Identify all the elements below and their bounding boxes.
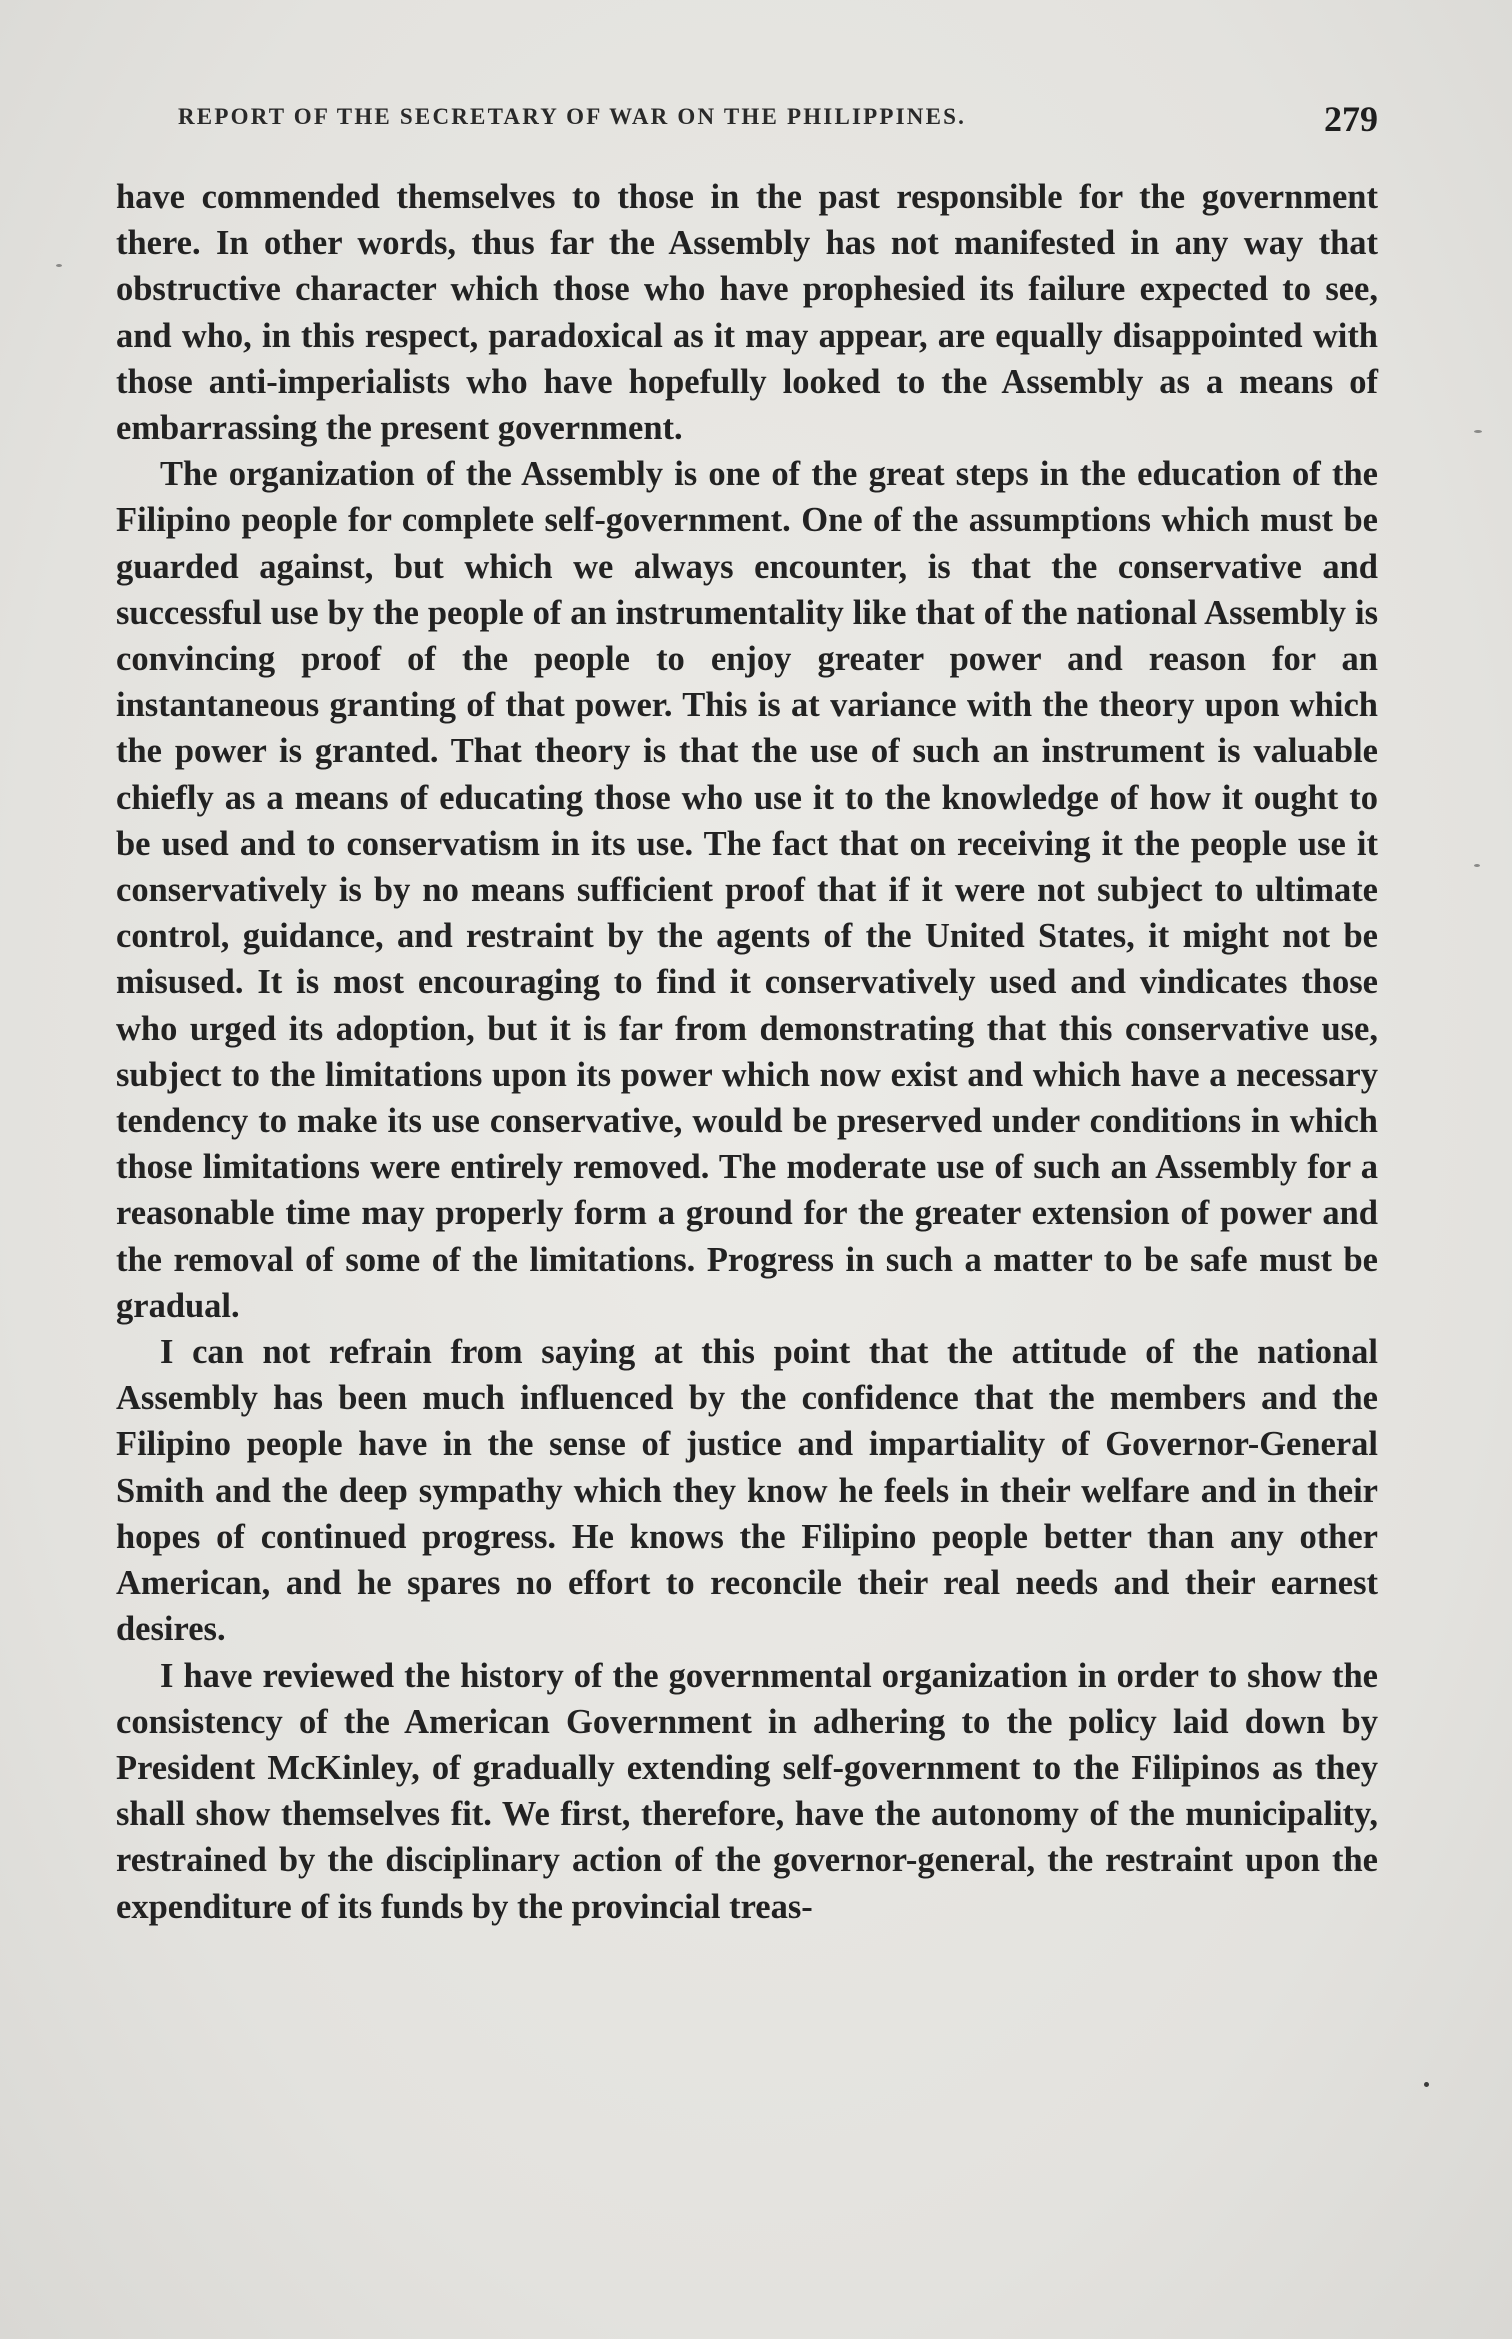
print-speck <box>1474 864 1480 867</box>
paragraph-2: The organization of the Assembly is one of the great steps in the education of the Filipino people for complete self-government. One of the assumptions which must be guarded against, but which we always encounter, is that the conservative and successful use by the people of an instrumentality like that of the national Assembly is convincing proof of the people to enjoy greater power and reason for an instantaneous granting of that power. This is at variance with the theory upon which the power is granted. That theory is that the use of such an instrument is valuable chiefly as a means of educating those who use it to the knowledge of how it ought to be used and to conservatism in its use. The fact that on receiving it the people use it conservatively is by no means sufficient proof that if it were not subject to ultimate control, guidance, and restraint by the agents of the United States, it might not be misused. It is most encouraging to find it conservatively used and vindicates those who urged its adoption, but it is far from demonstrating that this conservative use, subject to the limitations upon its power which now exist and which have a necessary tendency to make its use conservative, would be preserved under conditions in which those limitations were entirely removed. The moderate use of such an Assembly for a reasonable time may properly form a ground for the greater extension of power and the removal of some of the limitations. Progress in such a matter to be safe must be gradual. <box>116 455 1378 1325</box>
paragraph-4: I have reviewed the history of the governmental organization in order to show the consistency of the American Government in adhering to the policy laid down by President McKinley, of gradually extending self-government to the Filipinos as they shall show themselves fit. We first, therefore, have the autonomy of the municipality, restrained by the disciplinary action of the governor-general, the restraint upon the expenditure of its funds by the provincial treas- <box>116 1656 1378 1926</box>
page-header <box>178 98 1378 150</box>
print-speck <box>1424 2082 1429 2087</box>
print-speck <box>56 264 62 267</box>
print-speck <box>1474 430 1482 433</box>
paragraph-1: have commended themselves to those in the past responsible for the government there. In other words, thus far the Assembly has not manifested in any way that obstructive character which those who have prophesied its failure expected to see, and who, in this respect, paradoxical as it may appear, are equally disappointed with those anti-imperialists who have hopefully looked to the Assembly as a means of embarrassing the present government. <box>116 178 1378 448</box>
running-title: REPORT OF THE SECRETARY OF WAR ON THE PHILIPPINES. <box>178 104 967 129</box>
page-number: 279 <box>1324 99 1378 139</box>
paragraph-3: I can not refrain from saying at this point that the attitude of the national Assembly has been much influenced by the confidence that the members and the Filipino people have in the sense of justice and impartiality of Governor-General Smith and the deep sympathy which they know he feels in their welfare and in their hopes of continued progress. He knows the Filipino people better than any other American, and he spares no effort to reconcile their real needs and their earnest desires. <box>116 1333 1378 1649</box>
body-text <box>116 174 1378 1930</box>
